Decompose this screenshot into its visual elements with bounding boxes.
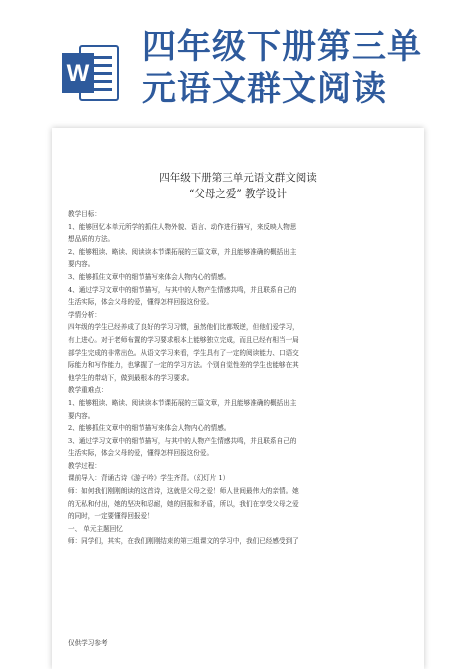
body-line: 2、能够抓住文章中的细节描写来体会人物内心的情感。: [68, 424, 231, 433]
banner-title: [142, 26, 462, 110]
body-line: 教学目标：: [68, 210, 101, 218]
body-line: 一、 单元主题回忆: [68, 524, 123, 533]
body-line: 生活实际，体会父母的爱，懂得怎样回报这份爱。: [68, 298, 214, 307]
body-line: 部学生完成的非常出色。从语文学习来看，学生具有了一定的阅读能力、口语交: [68, 348, 299, 357]
body-line: 他学生的带动下，做到最根本的学习要求。: [68, 373, 194, 382]
body-line: 1、能够回忆本单元所学的抓住人物外貌、语言、动作进行描写，来反映人物思: [68, 222, 297, 231]
banner-title-line-1: 四年级下册第三单: [142, 27, 422, 67]
body-line: 4、通过学习文章中的细节描写，与其中的人物产生情感共鸣，并且联系自己的: [68, 285, 297, 294]
body-line: 3、能够抓住文章中的细节描写来体会人物内心的情感。: [68, 272, 231, 281]
svg-text:W: W: [66, 60, 90, 87]
body-line: 生活实际，体会父母的爱，懂得怎样回报这份爱。: [68, 449, 214, 458]
body-line: 3、通过学习文章中的细节描写，与其中的人物产生情感共鸣，并且联系自己的: [68, 436, 297, 445]
banner-title-line-2: 元语文群文阅读: [142, 69, 387, 109]
document-title: 四年级下册第三单元语文群文阅读: [159, 172, 317, 184]
body-line: 要内容。: [68, 260, 95, 269]
body-line: 际能力和写作能力，也掌握了一定的学习方法。个别自觉性差的学生也能够在其: [68, 361, 299, 370]
body-line: 1、能够粗读、略读、阅读读本节课拓展的三篇文章，并且能够准确的概括出主: [68, 398, 297, 407]
document-body: [68, 208, 388, 548]
body-line: 的同时，一定要懂得回报爱！: [68, 512, 154, 521]
body-line: 师：同学们，其实，在我们刚刚结束的第三组课文的学习中，我们已经感受到了: [68, 537, 299, 546]
body-line: 的无私和付出，她的坚决和忍耐，她的回报和矛盾，所以，我们在享受父母之爱: [68, 499, 299, 508]
banner: [0, 0, 474, 130]
body-line: 有上进心。对于老师布置的学习要求根本上能够独立完成，而且已经有相当一局: [68, 335, 299, 344]
word-document-icon: [62, 42, 120, 104]
body-line: 学情分析：: [68, 310, 101, 319]
body-line: 师：如何我们刚刚朗读的这首诗，这就是父母之爱！师人世间最伟大的亲情。她: [68, 487, 299, 496]
body-line: 教学过程：: [68, 461, 101, 470]
body-line: 要内容。: [68, 411, 95, 420]
body-line: 想品质的方法。: [68, 235, 115, 244]
body-line: 2、能够粗读、略读、阅读读本节课拓展的三篇文章，并且能够准确的概括出主: [68, 247, 297, 256]
body-line: 四年级的学生已经养成了良好的学习习惯，虽然他们比都叛逆，但他们爱学习，: [68, 323, 299, 332]
document-footer: 仅供学习参考: [68, 639, 108, 647]
body-line: 教学重难点：: [68, 386, 108, 395]
body-line: 课前导入：背诵古诗《游子吟》学生齐背。（幻灯片 1）: [68, 474, 230, 483]
document-subtitle: “父母之爱” 教学设计: [188, 188, 288, 200]
